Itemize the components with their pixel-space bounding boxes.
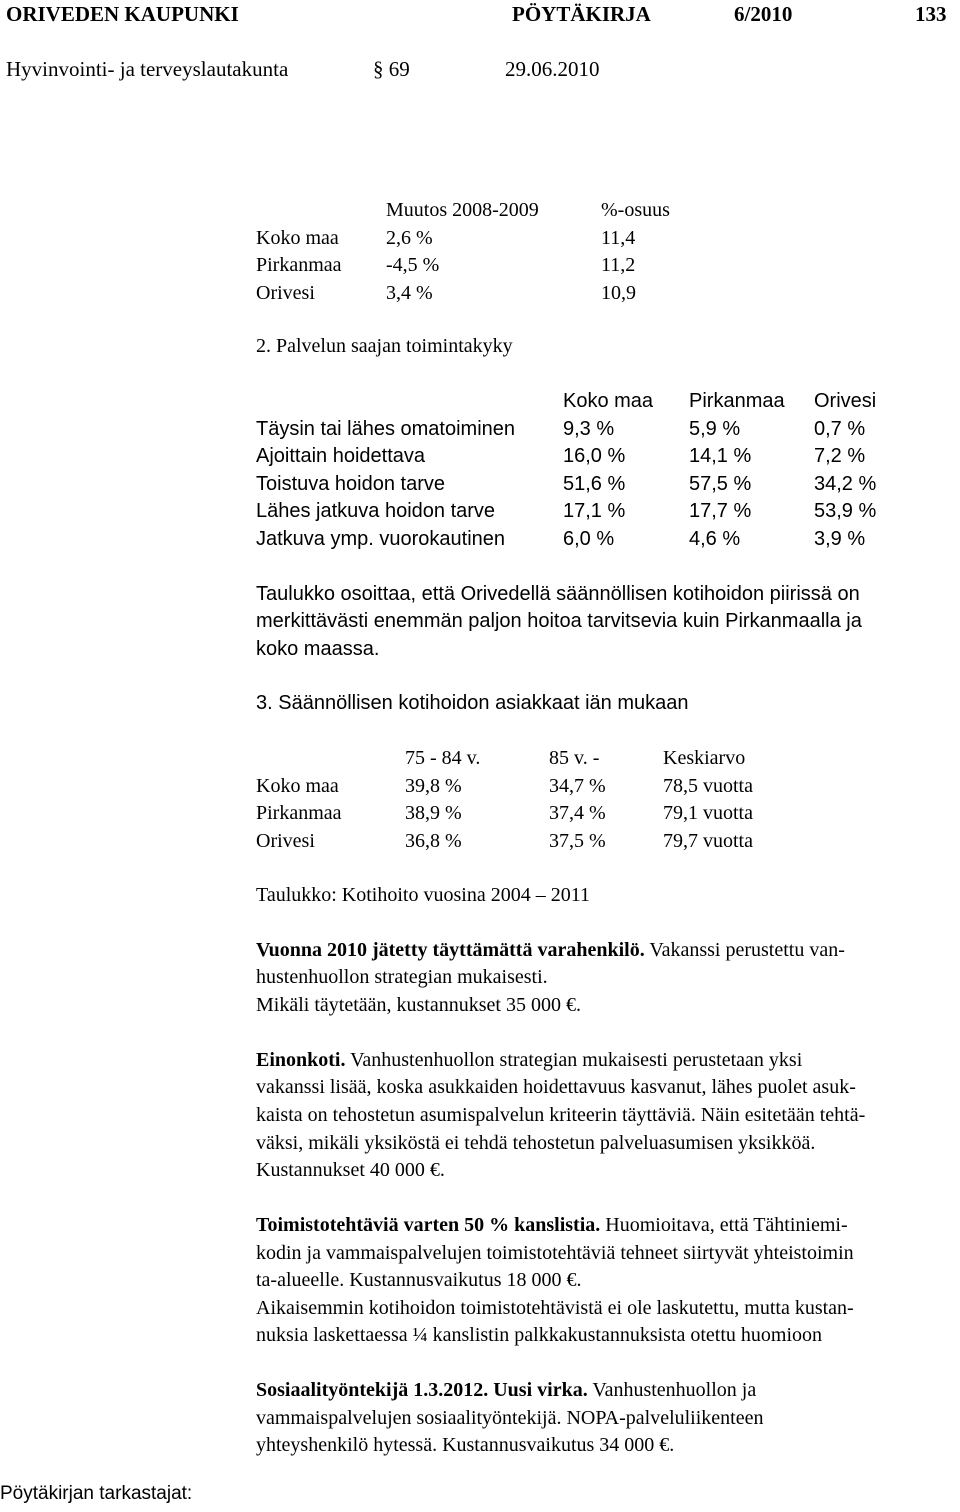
table-cell: Täysin tai lähes omatoiminen: [256, 417, 516, 440]
table-cell: Muutos 2008-2009: [386, 199, 539, 221]
paragraph-text: Vanhustenhuollon ja: [587, 1379, 757, 1401]
table-cell: [256, 388, 563, 416]
paragraph-line: Kustannukset 40 000 €.: [256, 1159, 445, 1181]
table-header-row: [256, 388, 876, 416]
table-cell: 6,0 %: [563, 527, 615, 550]
paragraph-line: ta-alueelle. Kustannusvaikutus 18 000 €.: [256, 1269, 582, 1291]
paragraph-line: [256, 1047, 802, 1075]
table-cell: 79,1 vuotta: [663, 802, 753, 824]
table-cell: 57,5 %: [689, 472, 752, 495]
paragraph-line: [256, 1377, 756, 1405]
table-cell: Toistuva hoidon tarve: [256, 472, 446, 495]
reviewers-label: Pöytäkirjan tarkastajat:: [0, 1483, 193, 1504]
paragraph-bold-lead: Sosiaalityöntekijä 1.3.2012. Uusi virka.: [256, 1379, 588, 1401]
meeting-date: 29.06.2010: [505, 57, 600, 81]
table-row: [256, 225, 670, 253]
paragraph-text: Huomioitava, että Tähtiniemi-: [600, 1214, 848, 1236]
table-cell: 36,8 %: [405, 829, 462, 852]
table-cell: Pirkanmaa: [689, 390, 785, 412]
table-row: [256, 526, 876, 554]
table-cell: 85 v. -: [549, 747, 600, 769]
table-cell: Koko maa: [256, 774, 339, 797]
table-cell: Lähes jatkuva hoidon tarve: [256, 500, 496, 522]
committee-name: Hyvinvointi- ja terveyslautakunta: [6, 57, 289, 81]
table-cell: Ajoittain hoidettava: [256, 445, 426, 467]
table-row: [256, 773, 753, 801]
paragraph-line: vakanssi lisää, koska asukkaiden hoidettavuus kasvanut, lähes puolet asuk-: [256, 1076, 856, 1098]
table-cell: 37,4 %: [549, 802, 606, 824]
paragraph-line: Aikaisemmin kotihoidon toimistotehtävistä ei ole laskutettu, mutta kustan-: [256, 1297, 854, 1319]
table-cell: 75 - 84 v.: [405, 747, 481, 769]
table-row: [256, 416, 876, 444]
paragraph-line: yhteyshenkilö hytessä. Kustannusvaikutus 34 000 €.: [256, 1434, 675, 1456]
table-cell: 51,6 %: [563, 472, 626, 495]
table-cell: Koko maa: [563, 390, 654, 412]
table-caption: Taulukko: Kotihoito vuosina 2004 – 2011: [256, 884, 590, 906]
table-row: [256, 443, 876, 471]
section-2-heading: 2. Palvelun saajan toimintakyky: [256, 335, 513, 357]
table-cell: -4,5 %: [386, 254, 440, 276]
page-number: 133: [915, 2, 947, 26]
table-cell: 2,6 %: [386, 226, 433, 249]
table-cell: 10,9: [601, 281, 636, 304]
table-note-line: koko maassa.: [256, 638, 380, 660]
table-cell: Pirkanmaa: [256, 802, 342, 824]
table-cell: 5,9 %: [689, 417, 741, 440]
table-cell: 3,9 %: [814, 527, 866, 550]
table-cell: [256, 745, 405, 773]
table-note-line: merkittävästi enemmän paljon hoitoa tarvitsevia kuin Pirkanmaalla ja: [256, 610, 862, 632]
org-name: ORIVEDEN KAUPUNKI: [6, 2, 239, 26]
paragraph-bold-lead: Vuonna 2010 jätetty täyttämättä varahenkilö.: [256, 939, 645, 961]
table-cell: Pirkanmaa: [256, 254, 342, 276]
table-cell: 79,7 vuotta: [663, 829, 753, 852]
table-cell: 0,7 %: [814, 417, 866, 440]
table-row: [256, 498, 876, 526]
table-cell: [256, 197, 386, 225]
issue-number: 6/2010: [734, 2, 793, 26]
table-cell: 38,9 %: [405, 802, 462, 824]
table-row: [256, 280, 670, 308]
table-note-line: Taulukko osoittaa, että Orivedellä säännöllisen kotihoidon piirissä on: [256, 583, 860, 605]
table-cell: 17,1 %: [563, 500, 626, 522]
table-cell: Orivesi: [814, 390, 877, 412]
table-cell: 53,9 %: [814, 500, 877, 522]
functional-capacity-table: [256, 388, 876, 553]
table-cell: 14,1 %: [689, 445, 752, 467]
table-cell: Orivesi: [256, 829, 315, 852]
table-row: [256, 471, 876, 499]
table-header-row: [256, 745, 753, 773]
paragraph-text: Vanhustenhuollon strategian mukaisesti perustetaan yksi: [345, 1049, 803, 1071]
doc-type: PÖYTÄKIRJA: [512, 2, 651, 26]
paragraph-line: Mikäli täytetään, kustannukset 35 000 €.: [256, 994, 581, 1016]
table-cell: 9,3 %: [563, 417, 615, 440]
table-row: [256, 800, 753, 828]
section-3-heading: 3. Säännöllisen kotihoidon asiakkaat iän mukaan: [256, 692, 689, 714]
table-cell: %-osuus: [601, 199, 670, 221]
table-cell: 7,2 %: [814, 445, 866, 467]
table-cell: Orivesi: [256, 281, 315, 304]
table-cell: 16,0 %: [563, 445, 626, 467]
paragraph-line: kaista on tehostetun asumispalvelun kriteerin täyttäviä. Näin esitetään tehtä-: [256, 1104, 866, 1126]
table-cell: 37,5 %: [549, 829, 606, 852]
table-header-row: [256, 197, 670, 225]
table-cell: 3,4 %: [386, 281, 433, 304]
table-cell: Jatkuva ymp. vuorokautinen: [256, 527, 506, 550]
table-row: [256, 252, 670, 280]
table-cell: Keskiarvo: [663, 747, 746, 769]
table-cell: 11,2: [601, 254, 636, 276]
table-row: [256, 828, 753, 856]
paragraph-line: väksi, mikäli yksiköstä ei tehdä tehostetun palveluasumisen yksikköä.: [256, 1132, 816, 1154]
table-cell: 34,2 %: [814, 472, 877, 495]
paragraph-line: kodin ja vammaispalvelujen toimistotehtäviä tehneet siirtyvät yhteistoimin: [256, 1242, 854, 1264]
table-cell: 4,6 %: [689, 527, 741, 550]
paragraph-line: [256, 937, 845, 965]
paragraph-line: nuksia laskettaessa ¼ kanslistin palkkakustannuksista otettu huomioon: [256, 1324, 823, 1346]
paragraph-bold-lead: Toimistotehtäviä varten 50 % kanslistia.: [256, 1214, 601, 1236]
table-cell: 39,8 %: [405, 774, 462, 797]
table-cell: 34,7 %: [549, 774, 606, 797]
age-table: [256, 745, 753, 855]
section-number: § 69: [373, 57, 410, 81]
paragraph-text: Vakanssi perustettu van-: [644, 939, 845, 961]
change-table: [256, 197, 670, 307]
paragraph-line: vammaispalvelujen sosiaalityöntekijä. NOPA-palveluliikenteen: [256, 1407, 764, 1429]
table-cell: Koko maa: [256, 226, 339, 249]
table-cell: 11,4: [601, 226, 636, 249]
table-cell: 78,5 vuotta: [663, 774, 753, 797]
table-cell: 17,7 %: [689, 500, 752, 522]
paragraph-line: hustenhuollon strategian mukaisesti.: [256, 966, 548, 988]
paragraph-line: [256, 1212, 848, 1240]
paragraph-bold-lead: Einonkoti.: [256, 1049, 346, 1071]
